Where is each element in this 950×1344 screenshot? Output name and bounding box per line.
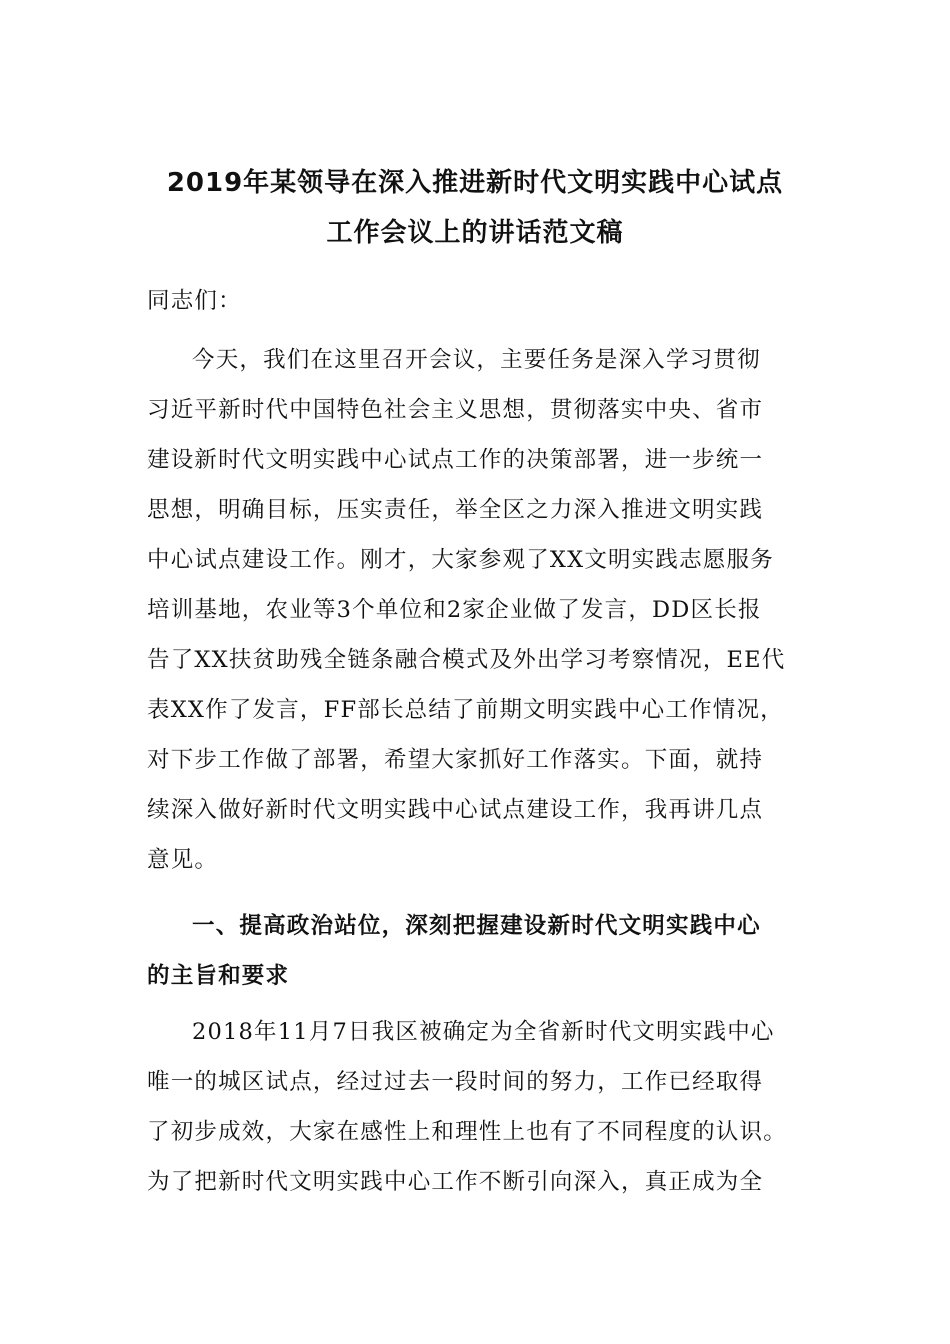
paragraph-line: 今天，我们在这里召开会议，主要任务是深入学习贯彻 (192, 347, 761, 373)
paragraph-line: 建设新时代文明实践中心试点工作的决策部署，进一步统一 (147, 447, 764, 473)
section-heading-1 (147, 901, 807, 1001)
paragraph-line: 习近平新时代中国特色社会主义思想，贯彻落实中央、省市 (147, 397, 764, 423)
paragraph-intro (147, 335, 807, 885)
heading-line: 的主旨和要求 (147, 963, 290, 989)
paragraph-line: 意见。 (147, 847, 219, 873)
paragraph-line: 唯一的城区试点，经过过去一段时间的努力，工作已经取得 (147, 1069, 764, 1095)
salutation: 同志们： (147, 288, 242, 314)
paragraph-line: 中心试点建设工作。刚才，大家参观了XX文明实践志愿服务 (147, 547, 774, 573)
document-title (120, 158, 830, 258)
paragraph-line: 思想，明确目标，压实责任，举全区之力深入推进文明实践 (147, 497, 764, 523)
paragraph-line: 表XX作了发言，FF部长总结了前期文明实践中心工作情况， (147, 697, 784, 723)
paragraph-line: 为了把新时代文明实践中心工作不断引向深入，真正成为全 (147, 1169, 764, 1195)
paragraph-line: 了初步成效，大家在感性上和理性上也有了不同程度的认识。 (147, 1119, 787, 1145)
heading-line: 一、提高政治站位，深刻把握建设新时代文明实践中心 (192, 913, 761, 939)
paragraph-line: 对下步工作做了部署，希望大家抓好工作落实。下面，就持 (147, 747, 764, 773)
paragraph-line: 2018年11月7日我区被确定为全省新时代文明实践中心 (192, 1019, 775, 1045)
title-line-1: 2019年某领导在深入推进新时代文明实践中心试点 (166, 168, 784, 198)
title-line-2: 工作会议上的讲话范文稿 (326, 218, 624, 248)
paragraph-line: 告了XX扶贫助残全链条融合模式及外出学习考察情况，EE代 (147, 647, 786, 673)
paragraph-line: 培训基地，农业等3个单位和2家企业做了发言，DD区长报 (147, 597, 762, 623)
paragraph-line: 续深入做好新时代文明实践中心试点建设工作，我再讲几点 (147, 797, 764, 823)
paragraph-section-1 (147, 1007, 807, 1207)
